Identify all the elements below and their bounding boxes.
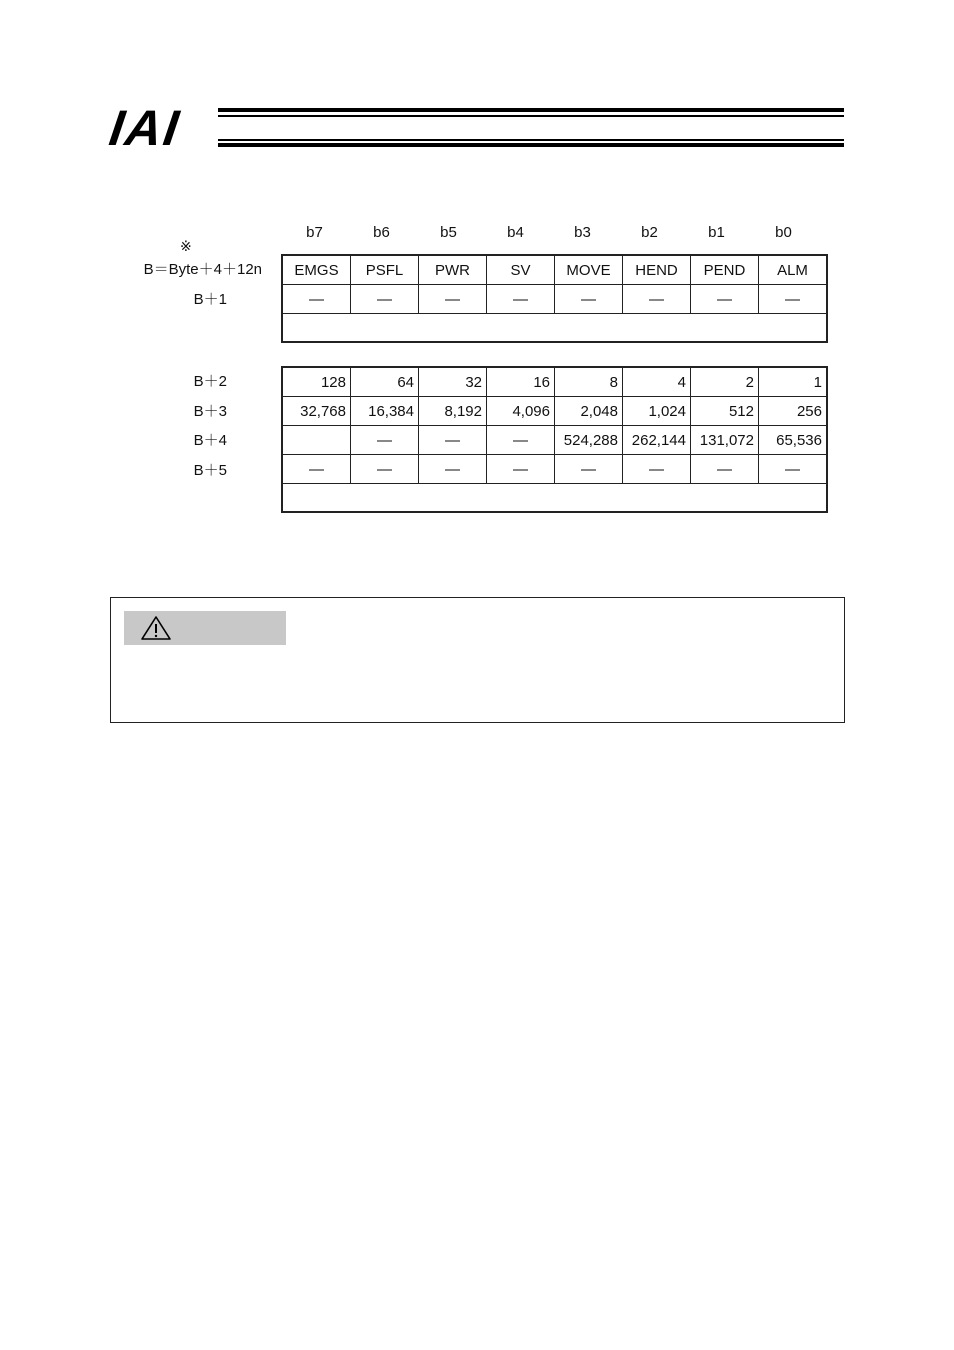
table-cell: 1,024 bbox=[623, 397, 691, 426]
table-cell: — bbox=[351, 285, 419, 314]
bit-header-row bbox=[281, 224, 817, 244]
table-cell: PEND bbox=[691, 255, 759, 285]
table-cell: — bbox=[282, 285, 351, 314]
warning-triangle-icon bbox=[140, 615, 172, 641]
table-cell: 8 bbox=[555, 367, 623, 397]
table-cell: — bbox=[759, 455, 828, 484]
row-label-b4: B＋4 bbox=[193, 432, 227, 449]
bit-header: b4 bbox=[507, 224, 524, 241]
table-cell: 2 bbox=[691, 367, 759, 397]
table-cell: — bbox=[555, 285, 623, 314]
table-cell: 131,072 bbox=[691, 426, 759, 455]
table-cell: — bbox=[419, 426, 487, 455]
bit-header: b6 bbox=[373, 224, 390, 241]
table-cell: — bbox=[487, 455, 555, 484]
row-label-b1: B＋1 bbox=[193, 291, 227, 308]
bit-header: b1 bbox=[708, 224, 725, 241]
table-cell: — bbox=[487, 426, 555, 455]
row-label-b5: B＋5 bbox=[193, 462, 227, 479]
table-cell: — bbox=[351, 455, 419, 484]
table-row bbox=[282, 455, 827, 484]
header-rule bbox=[218, 143, 844, 147]
table-cell: 16,384 bbox=[351, 397, 419, 426]
table-cell: HEND bbox=[623, 255, 691, 285]
bit-header: b7 bbox=[306, 224, 323, 241]
table-cell: — bbox=[555, 455, 623, 484]
table-row bbox=[282, 314, 827, 343]
table-cell: — bbox=[623, 455, 691, 484]
table-cell: 262,144 bbox=[623, 426, 691, 455]
position-value-table bbox=[281, 366, 828, 513]
table-cell: 32,768 bbox=[282, 397, 351, 426]
row-label-b: B＝Byte＋4＋12n bbox=[143, 261, 262, 278]
table-cell: 16 bbox=[487, 367, 555, 397]
table-cell: 256 bbox=[759, 397, 828, 426]
status-signal-table bbox=[281, 254, 828, 343]
table-cell: 4,096 bbox=[487, 397, 555, 426]
iai-logo: IAI bbox=[106, 100, 184, 156]
table-cell: EMGS bbox=[282, 255, 351, 285]
table-cell: 128 bbox=[282, 367, 351, 397]
table-cell: — bbox=[419, 455, 487, 484]
table-cell: 524,288 bbox=[555, 426, 623, 455]
row-label-b2: B＋2 bbox=[193, 373, 227, 390]
table-cell: 2,048 bbox=[555, 397, 623, 426]
table-cell-blank bbox=[282, 484, 827, 513]
table-cell: — bbox=[419, 285, 487, 314]
table-cell: — bbox=[623, 285, 691, 314]
table-cell: 64 bbox=[351, 367, 419, 397]
bit-header: b5 bbox=[440, 224, 457, 241]
table-cell: MOVE bbox=[555, 255, 623, 285]
table-cell: 65,536 bbox=[759, 426, 828, 455]
row-label-b3: B＋3 bbox=[193, 403, 227, 420]
table-cell: 32 bbox=[419, 367, 487, 397]
header-rule bbox=[218, 115, 844, 117]
table-row bbox=[282, 484, 827, 513]
table-cell bbox=[282, 426, 351, 455]
table-row bbox=[282, 397, 827, 426]
table-row bbox=[282, 367, 827, 397]
table-cell: — bbox=[351, 426, 419, 455]
header-rule bbox=[218, 108, 844, 112]
table-cell: ALM bbox=[759, 255, 828, 285]
bit-header: b0 bbox=[775, 224, 792, 241]
table-cell: 1 bbox=[759, 367, 828, 397]
header-rule bbox=[218, 139, 844, 141]
table-cell: 4 bbox=[623, 367, 691, 397]
caution-header bbox=[124, 611, 289, 645]
table-cell-blank bbox=[282, 314, 827, 343]
table-row bbox=[282, 255, 827, 285]
table-cell: — bbox=[691, 455, 759, 484]
table-cell: 512 bbox=[691, 397, 759, 426]
table-row bbox=[282, 426, 827, 455]
bit-header: b3 bbox=[574, 224, 591, 241]
table-cell: — bbox=[691, 285, 759, 314]
table-cell: 8,192 bbox=[419, 397, 487, 426]
table-cell: — bbox=[282, 455, 351, 484]
note-mark: ※ bbox=[180, 238, 192, 254]
table-cell: PSFL bbox=[351, 255, 419, 285]
table-cell: — bbox=[759, 285, 828, 314]
table-row bbox=[282, 285, 827, 314]
table-cell: PWR bbox=[419, 255, 487, 285]
bit-header: b2 bbox=[641, 224, 658, 241]
table-cell: — bbox=[487, 285, 555, 314]
table-cell: SV bbox=[487, 255, 555, 285]
caution-box bbox=[110, 597, 845, 723]
